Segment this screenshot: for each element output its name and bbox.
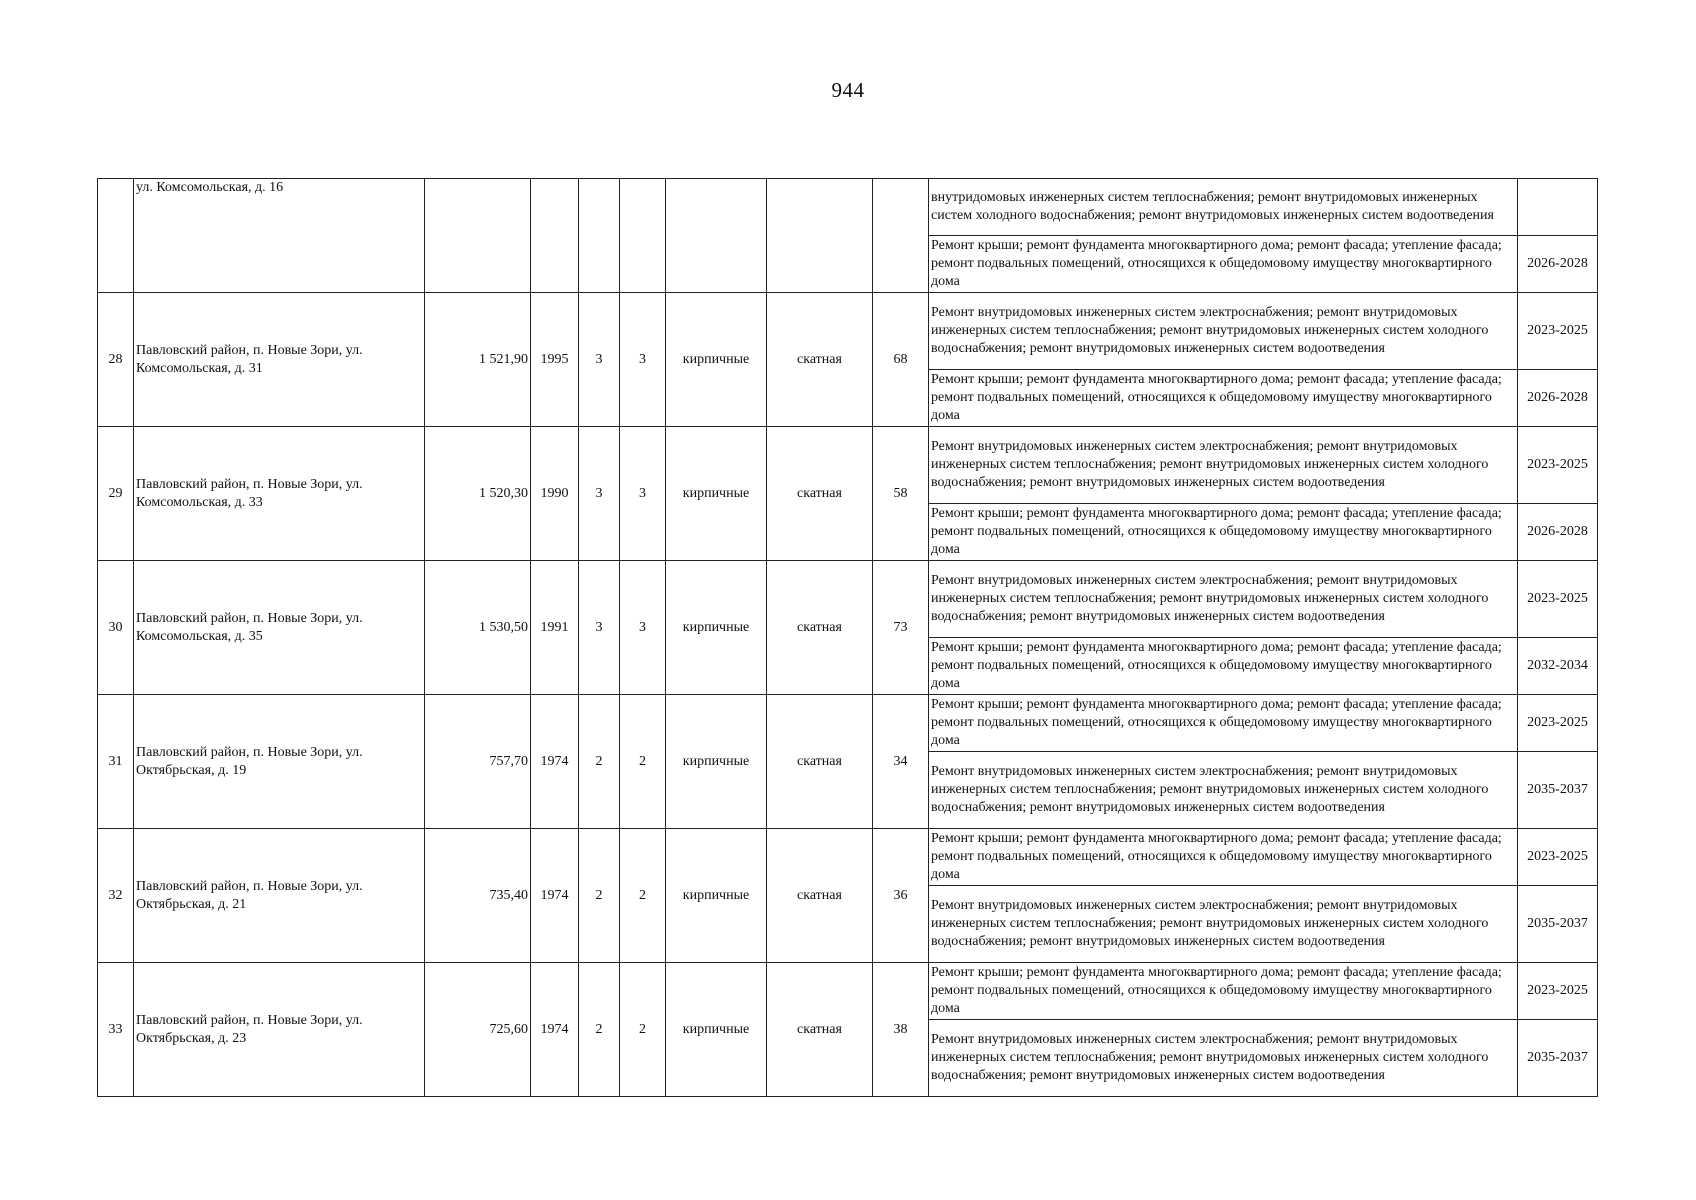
row-walls: кирпичные	[666, 293, 767, 427]
row-walls	[666, 179, 767, 293]
row-address: Павловский район, п. Новые Зори, ул. Октябрьская, д. 23	[134, 963, 425, 1097]
row-residents: 34	[873, 695, 929, 829]
work-description: Ремонт крыши; ремонт фундамента многоквартирного дома; ремонт фасада; утепление фасада; ремонт подвальных помещений, относящихся к общедомовому имуществу многоквартирного дома	[929, 695, 1518, 752]
work-period: 2032-2034	[1518, 638, 1598, 695]
work-description: Ремонт внутридомовых инженерных систем электроснабжения; ремонт внутридомовых инженерных систем теплоснабжения; ремонт внутридомовых инженерных систем холодного водоснабжения; ремонт внутридомовых инженерных систем водоотведения	[929, 561, 1518, 638]
row-floors-min: 2	[579, 695, 620, 829]
work-description: внутридомовых инженерных систем теплоснабжения; ремонт внутридомовых инженерных систем холодного водоснабжения; ремонт внутридомовых инженерных систем водоотведения	[929, 179, 1518, 236]
row-area: 1 530,50	[425, 561, 531, 695]
row-floors-max	[620, 179, 666, 293]
row-walls: кирпичные	[666, 695, 767, 829]
work-period: 2035-2037	[1518, 752, 1598, 829]
row-residents: 36	[873, 829, 929, 963]
row-roof: скатная	[767, 829, 873, 963]
row-number: 29	[98, 427, 134, 561]
row-walls: кирпичные	[666, 561, 767, 695]
table-row	[98, 427, 1598, 504]
row-roof: скатная	[767, 561, 873, 695]
row-area	[425, 179, 531, 293]
row-year: 1990	[531, 427, 579, 561]
work-description: Ремонт крыши; ремонт фундамента многоквартирного дома; ремонт фасада; утепление фасада; ремонт подвальных помещений, относящихся к общедомовому имуществу многоквартирного дома	[929, 236, 1518, 293]
work-period: 2023-2025	[1518, 695, 1598, 752]
row-roof	[767, 179, 873, 293]
row-floors-max: 2	[620, 829, 666, 963]
row-address: Павловский район, п. Новые Зори, ул. Комсомольская, д. 31	[134, 293, 425, 427]
work-period: 2023-2025	[1518, 963, 1598, 1020]
housing-repair-table	[97, 178, 1598, 1097]
row-year: 1974	[531, 695, 579, 829]
work-description: Ремонт крыши; ремонт фундамента многоквартирного дома; ремонт фасада; утепление фасада; ремонт подвальных помещений, относящихся к общедомовому имуществу многоквартирного дома	[929, 504, 1518, 561]
work-description: Ремонт крыши; ремонт фундамента многоквартирного дома; ремонт фасада; утепление фасада; ремонт подвальных помещений, относящихся к общедомовому имуществу многоквартирного дома	[929, 963, 1518, 1020]
row-floors-min: 3	[579, 293, 620, 427]
row-address: Павловский район, п. Новые Зори, ул. Октябрьская, д. 19	[134, 695, 425, 829]
work-period: 2023-2025	[1518, 293, 1598, 370]
row-residents: 73	[873, 561, 929, 695]
work-description: Ремонт внутридомовых инженерных систем электроснабжения; ремонт внутридомовых инженерных систем теплоснабжения; ремонт внутридомовых инженерных систем холодного водоснабжения; ремонт внутридомовых инженерных систем водоотведения	[929, 752, 1518, 829]
row-number: 32	[98, 829, 134, 963]
row-residents: 68	[873, 293, 929, 427]
table-row	[98, 695, 1598, 752]
work-period: 2026-2028	[1518, 370, 1598, 427]
row-year: 1991	[531, 561, 579, 695]
row-roof: скатная	[767, 963, 873, 1097]
work-description: Ремонт внутридомовых инженерных систем электроснабжения; ремонт внутридомовых инженерных систем теплоснабжения; ремонт внутридомовых инженерных систем холодного водоснабжения; ремонт внутридомовых инженерных систем водоотведения	[929, 886, 1518, 963]
row-year: 1974	[531, 829, 579, 963]
row-residents	[873, 179, 929, 293]
row-area: 735,40	[425, 829, 531, 963]
row-area: 1 520,30	[425, 427, 531, 561]
row-number: 28	[98, 293, 134, 427]
work-description: Ремонт внутридомовых инженерных систем электроснабжения; ремонт внутридомовых инженерных систем теплоснабжения; ремонт внутридомовых инженерных систем холодного водоснабжения; ремонт внутридомовых инженерных систем водоотведения	[929, 427, 1518, 504]
row-year: 1974	[531, 963, 579, 1097]
row-roof: скатная	[767, 293, 873, 427]
table-row-continuation	[98, 179, 1598, 236]
work-description: Ремонт крыши; ремонт фундамента многоквартирного дома; ремонт фасада; утепление фасада; ремонт подвальных помещений, относящихся к общедомовому имуществу многоквартирного дома	[929, 829, 1518, 886]
row-floors-min	[579, 179, 620, 293]
row-address: Павловский район, п. Новые Зори, ул. Октябрьская, д. 21	[134, 829, 425, 963]
row-year	[531, 179, 579, 293]
table-row	[98, 963, 1598, 1020]
table-row	[98, 561, 1598, 638]
row-floors-max: 3	[620, 561, 666, 695]
row-area: 1 521,90	[425, 293, 531, 427]
row-roof: скатная	[767, 427, 873, 561]
work-description: Ремонт внутридомовых инженерных систем электроснабжения; ремонт внутридомовых инженерных систем теплоснабжения; ремонт внутридомовых инженерных систем холодного водоснабжения; ремонт внутридомовых инженерных систем водоотведения	[929, 293, 1518, 370]
row-walls: кирпичные	[666, 427, 767, 561]
row-walls: кирпичные	[666, 963, 767, 1097]
row-residents: 58	[873, 427, 929, 561]
work-description: Ремонт крыши; ремонт фундамента многоквартирного дома; ремонт фасада; утепление фасада; ремонт подвальных помещений, относящихся к общедомовому имуществу многоквартирного дома	[929, 370, 1518, 427]
row-floors-max: 2	[620, 695, 666, 829]
work-period: 2026-2028	[1518, 504, 1598, 561]
row-floors-min: 3	[579, 427, 620, 561]
work-period: 2023-2025	[1518, 561, 1598, 638]
work-description: Ремонт внутридомовых инженерных систем электроснабжения; ремонт внутридомовых инженерных систем теплоснабжения; ремонт внутридомовых инженерных систем холодного водоснабжения; ремонт внутридомовых инженерных систем водоотведения	[929, 1020, 1518, 1097]
work-period: 2026-2028	[1518, 236, 1598, 293]
table-row	[98, 293, 1598, 370]
table-body	[98, 179, 1598, 1097]
row-floors-max: 2	[620, 963, 666, 1097]
row-address: ул. Комсомольская, д. 16	[134, 179, 425, 293]
row-area: 757,70	[425, 695, 531, 829]
row-floors-max: 3	[620, 427, 666, 561]
row-walls: кирпичные	[666, 829, 767, 963]
row-number: 31	[98, 695, 134, 829]
row-year: 1995	[531, 293, 579, 427]
work-period	[1518, 179, 1598, 236]
row-roof: скатная	[767, 695, 873, 829]
row-floors-min: 2	[579, 829, 620, 963]
row-number: 33	[98, 963, 134, 1097]
row-address: Павловский район, п. Новые Зори, ул. Комсомольская, д. 33	[134, 427, 425, 561]
row-floors-max: 3	[620, 293, 666, 427]
row-residents: 38	[873, 963, 929, 1097]
work-description: Ремонт крыши; ремонт фундамента многоквартирного дома; ремонт фасада; утепление фасада; ремонт подвальных помещений, относящихся к общедомовому имуществу многоквартирного дома	[929, 638, 1518, 695]
table-row	[98, 829, 1598, 886]
row-number	[98, 179, 134, 293]
row-area: 725,60	[425, 963, 531, 1097]
work-period: 2023-2025	[1518, 829, 1598, 886]
row-floors-min: 3	[579, 561, 620, 695]
row-floors-min: 2	[579, 963, 620, 1097]
row-number: 30	[98, 561, 134, 695]
work-period: 2035-2037	[1518, 1020, 1598, 1097]
work-period: 2023-2025	[1518, 427, 1598, 504]
row-address: Павловский район, п. Новые Зори, ул. Комсомольская, д. 35	[134, 561, 425, 695]
work-period: 2035-2037	[1518, 886, 1598, 963]
page-number: 944	[831, 78, 865, 102]
